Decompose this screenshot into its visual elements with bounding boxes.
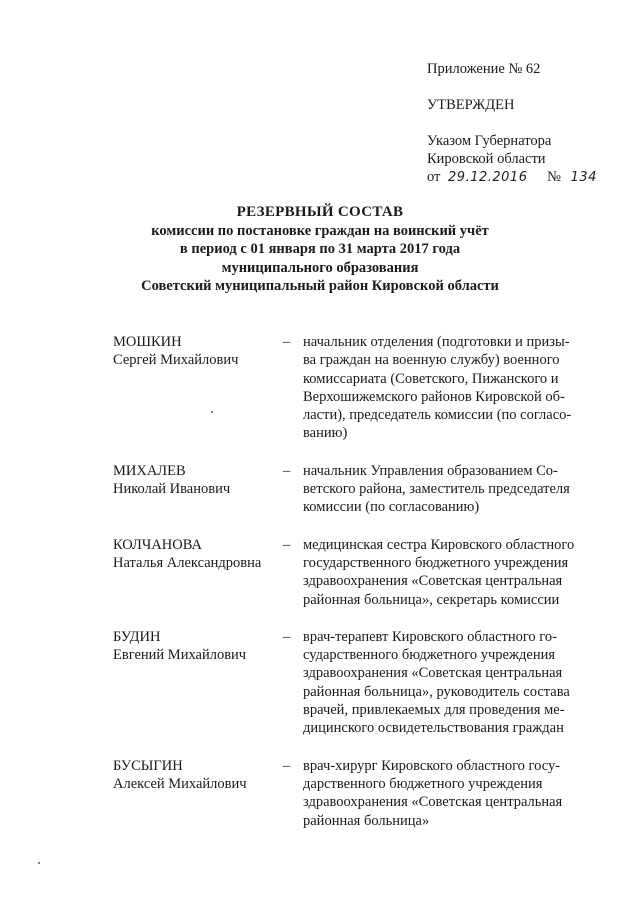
approval-block bbox=[427, 60, 627, 187]
role-line: районная больница» bbox=[303, 812, 430, 829]
member-given-name: Алексей Михайлович bbox=[113, 775, 247, 792]
member-dash: – bbox=[283, 757, 291, 774]
title-line-4: муниципального образования bbox=[221, 259, 419, 276]
role-line: начальник отделения (подготовки и призы- bbox=[303, 334, 570, 350]
member-name bbox=[113, 462, 283, 517]
member-given-name: Николай Иванович bbox=[113, 481, 231, 498]
member-dash: – bbox=[283, 536, 291, 553]
member-entry bbox=[113, 462, 601, 517]
member-entry bbox=[113, 333, 601, 443]
title-line-5: Советский муниципальный район Кировской области bbox=[141, 278, 499, 294]
member-dash: – bbox=[283, 462, 291, 479]
role-line: государственного бюджетного учреждения bbox=[303, 554, 569, 571]
title-main: РЕЗЕРВНЫЙ СОСТАВ bbox=[236, 204, 404, 220]
member-role bbox=[303, 628, 601, 738]
scan-speck bbox=[38, 862, 40, 864]
member-entry bbox=[113, 536, 601, 609]
member-role bbox=[303, 462, 601, 517]
role-line: дарственного бюджетного учреждения bbox=[303, 775, 543, 792]
member-name bbox=[113, 333, 283, 443]
member-dash: – bbox=[283, 628, 291, 645]
member-entry bbox=[113, 628, 601, 738]
role-line: районная больница», руководитель состава bbox=[303, 683, 570, 700]
role-line: ветского района, заместитель председателя bbox=[303, 481, 570, 498]
member-role bbox=[303, 333, 601, 443]
role-line: комиссии (по согласованию) bbox=[303, 499, 480, 516]
role-line: районная больница», секретарь комиссии bbox=[303, 591, 560, 608]
role-line: ванию) bbox=[303, 425, 348, 442]
role-line: ва граждан на военную службу) военного bbox=[303, 352, 560, 369]
role-line: медицинская сестра Кировского областного bbox=[303, 536, 575, 553]
member-surname: МИХАЛЕВ bbox=[113, 462, 186, 479]
role-line: Верхошижемского районов Кировской об- bbox=[303, 388, 565, 405]
member-surname: КОЛЧАНОВА bbox=[113, 536, 202, 553]
member-given-name: Наталья Александровна bbox=[113, 554, 262, 571]
member-dash: – bbox=[283, 334, 291, 350]
role-line: сударственного бюджетного учреждения bbox=[303, 647, 556, 664]
member-name bbox=[113, 536, 283, 609]
role-line: начальник Управления образованием Со- bbox=[303, 462, 558, 479]
member-surname: МОШКИН bbox=[113, 334, 182, 350]
approved-label: УТВЕРЖДЕН bbox=[427, 97, 515, 113]
members-list bbox=[113, 333, 601, 830]
handwritten-date: 29.12.2016 bbox=[448, 170, 528, 185]
member-entry bbox=[113, 757, 601, 830]
role-line: здравоохранения «Советская центральная bbox=[303, 794, 563, 811]
member-surname: БУДИН bbox=[113, 628, 161, 645]
from-label: от bbox=[427, 169, 441, 185]
scan-speck bbox=[211, 411, 213, 413]
role-line: комиссариата (Советского, Пижанского и bbox=[303, 370, 559, 387]
role-line: врачей, привлекаемых для проведения ме- bbox=[303, 702, 565, 719]
member-name bbox=[113, 757, 283, 830]
role-line: ласти), председатель комиссии (по согласо- bbox=[303, 407, 572, 424]
member-surname: БУСЫГИН bbox=[113, 757, 183, 774]
role-line: дицинского освидетельствования граждан bbox=[303, 720, 564, 737]
member-role bbox=[303, 536, 601, 609]
title-line-3: в период с 01 января по 31 марта 2017 года bbox=[179, 241, 461, 257]
role-line: здравоохранения «Советская центральная bbox=[303, 573, 563, 590]
title-line-2: комиссии по постановке граждан на воинский учёт bbox=[151, 222, 489, 239]
handwritten-number: 134 bbox=[570, 170, 597, 185]
document-title bbox=[60, 203, 580, 296]
role-line: врач-терапевт Кировского областного го- bbox=[303, 628, 557, 645]
member-name bbox=[113, 628, 283, 738]
decree-line-1: Указом Губернатора bbox=[427, 133, 552, 149]
member-role bbox=[303, 757, 601, 830]
role-line: врач-хирург Кировского областного госу- bbox=[303, 757, 561, 774]
member-given-name: Сергей Михайлович bbox=[113, 352, 239, 369]
number-label: № bbox=[547, 169, 561, 185]
role-line: здравоохранения «Советская центральная bbox=[303, 665, 563, 682]
appendix-number: Приложение № 62 bbox=[427, 61, 541, 77]
decree-line-2: Кировской области bbox=[427, 151, 546, 167]
member-given-name: Евгений Михайлович bbox=[113, 647, 247, 664]
decree-date-line bbox=[427, 168, 627, 187]
